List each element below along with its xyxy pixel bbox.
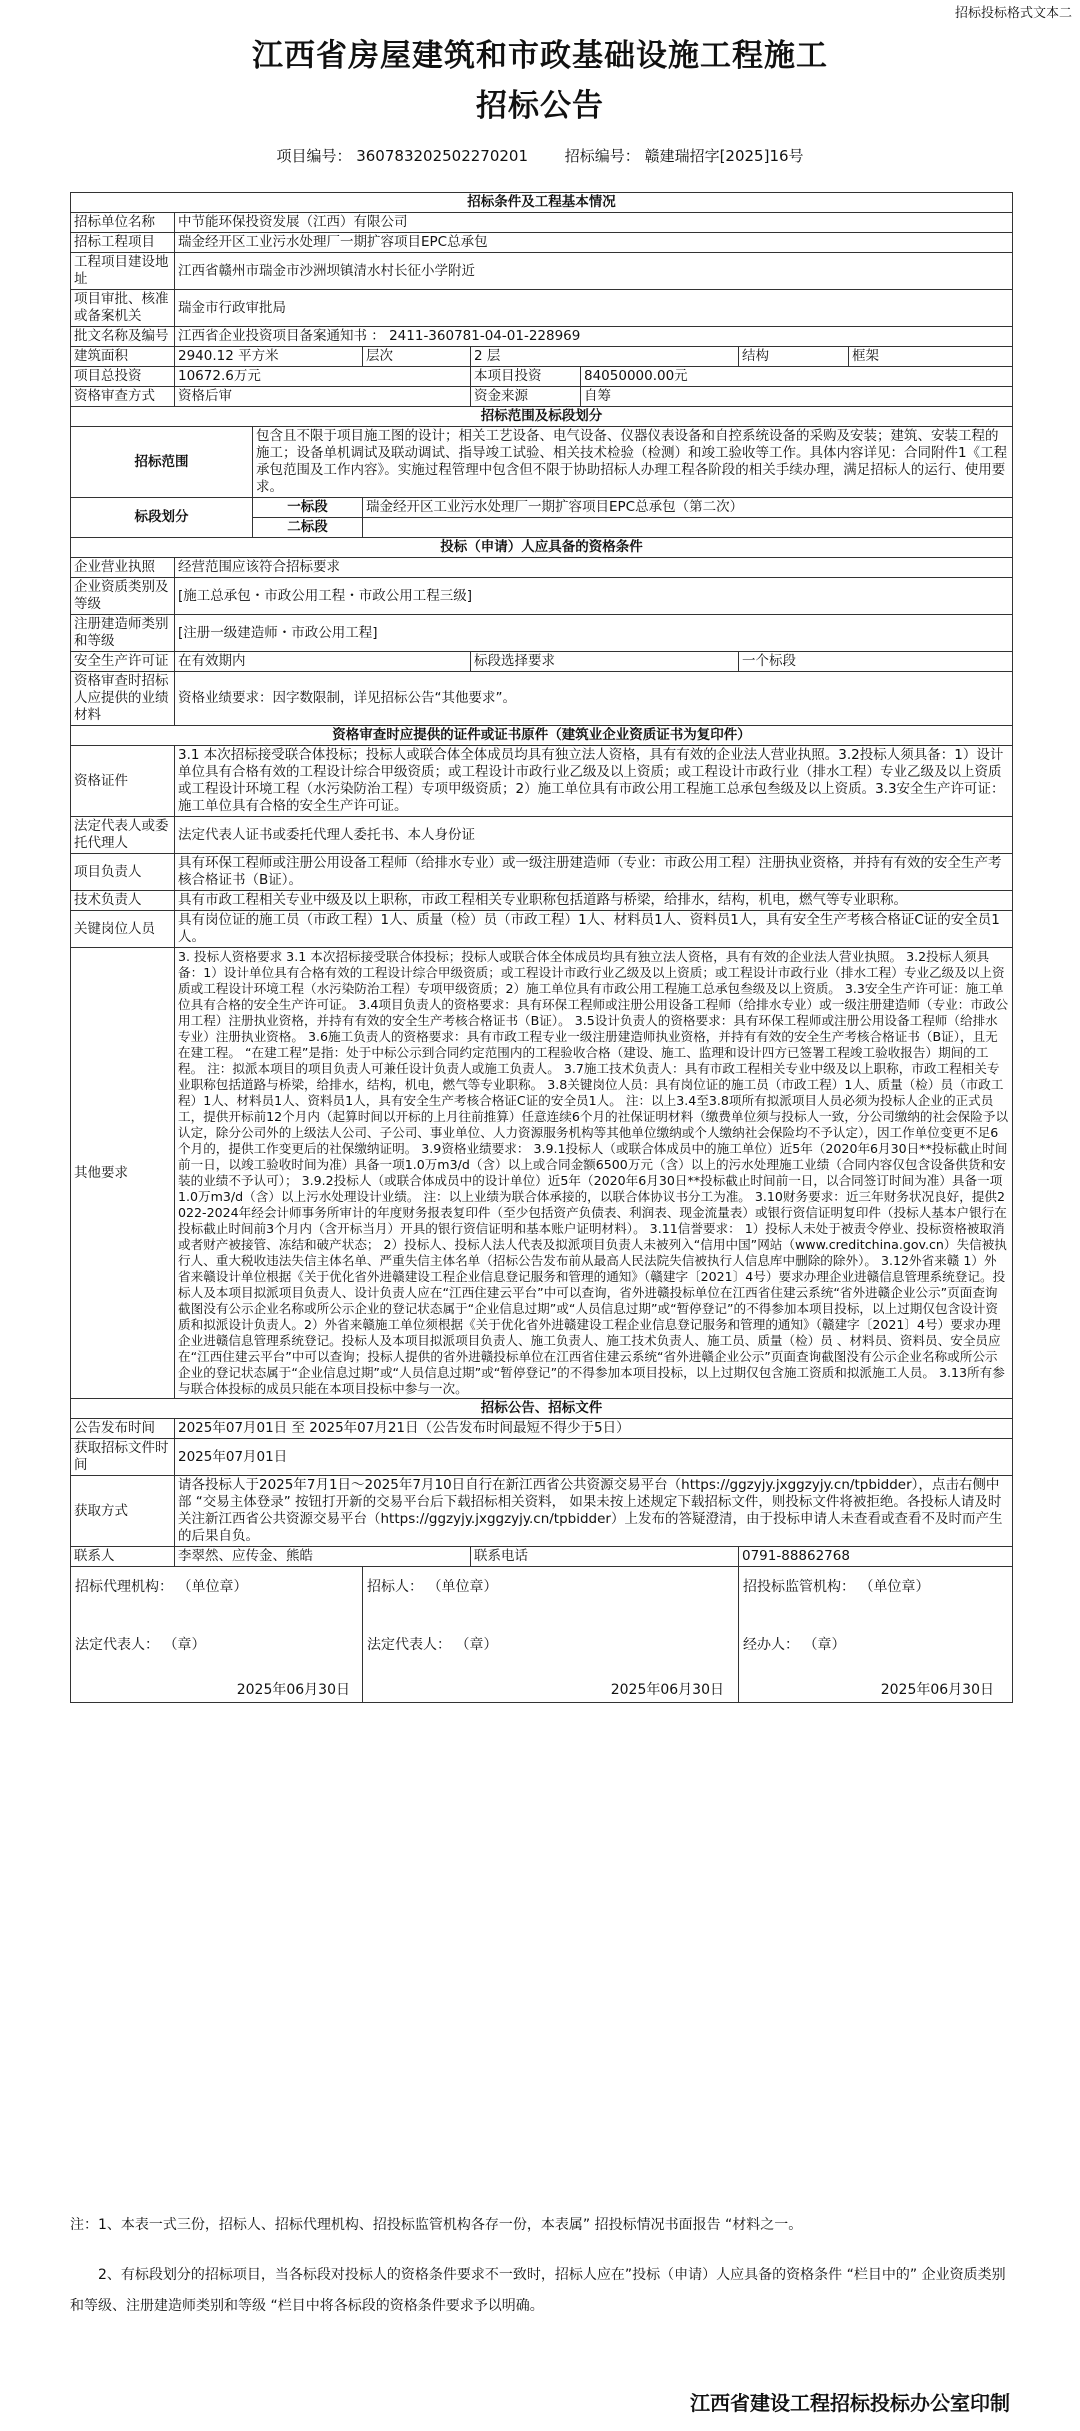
- row-value: 请各投标人于2025年7月1日～2025年7月10日自行在新江西省公共资源交易平台（https://ggzyjy.jxggzyjy.cn/tpbidder），点击右侧中部 “交易主体登录” 按钮打开新的交易平台后下载招标相关资料， 如果未按上述规定下载招标文件，则投标文件将被拒绝。各投标人请及时关注新江西省公共资源交易平台（https://ggzyjy.jxggzyjy.cn/tpbidder）上发布的答疑澄清，由于投标申请人未查看或查看不及时而产生的后果自负。: [175, 1476, 1013, 1547]
- supervisor-sign-box: [739, 1567, 1013, 1703]
- row-value: 一个标段: [739, 652, 1013, 672]
- row-label: 工程项目建设地址: [71, 253, 175, 290]
- row-label: 安全生产许可证: [71, 652, 175, 672]
- row-label: 资格审查时招标人应提供的业绩材料: [71, 672, 175, 726]
- lot1-label: 一标段: [253, 498, 363, 518]
- row-value: 3.1 本次招标接受联合体投标；投标人或联合体全体成员均具有独立法人资格，具有有效的企业法人营业执照。3.2投标人须具备：1）设计单位具有合格有效的工程设计综合甲级资质；或工程设计市政行业乙级及以上资质；或工程设计市政行业（排水工程）专业乙级及以上资质或工程设计环境工程（水污染防治工程）专项甲级资质；2）施工单位具有市政公用工程施工总承包叁级及以上资质。3.3安全生产许可证：施工单位具有合格的安全生产许可证。: [175, 746, 1013, 817]
- row-label: 关键岗位人员: [71, 911, 175, 948]
- row-value: 框架: [849, 347, 1013, 367]
- row-value: 具有市政工程相关专业中级及以上职称，市政工程相关专业职称包括道路与桥梁，给排水，结构，机电，燃气等专业职称。: [175, 891, 1013, 911]
- lot2-label: 二标段: [253, 518, 363, 538]
- row-label: 标段选择要求: [471, 652, 739, 672]
- row-label: 企业资质类别及等级: [71, 578, 175, 615]
- row-value: 中节能环保投资发展（江西）有限公司: [175, 213, 1013, 233]
- row-value: 0791-88862768: [739, 1547, 1013, 1567]
- row-label: 技术负责人: [71, 891, 175, 911]
- row-label: 结构: [739, 347, 849, 367]
- page-title: 江西省房屋建筑和市政基础设施工程施工: [252, 38, 828, 74]
- form-template-label: 招标投标格式文本二: [954, 6, 1072, 21]
- row-value: 10672.6万元: [175, 367, 471, 387]
- section-heading-scope: 招标范围及标段划分: [71, 407, 1013, 427]
- other-requirements: 3. 投标人资格要求 3.1 本次招标接受联合体投标；投标人或联合体全体成员均具有独立法人资格，具有有效的企业法人营业执照。 3.2投标人须具备：1）设计单位具有合格有效的工程设计综合甲级资质；或工程设计市政行业乙级及以上资质；或工程设计市政行业（排水工程）专业乙级及以上资质或工程设计环境工程（水污染防治工程）专项甲级资质；2）施工单位具有市政公用工程施工总承包叁级及以上资质。 3.3安全生产许可证：施工单位具有合格的安全生产许可证。 3.4项目负责人的资格要求：具有环保工程师或注册公用设备工程师（给排水专业）或一级注册建造师（专业：市政公用工程）注册执业资格，并持有有效的安全生产考核合格证书（B证）。 3.5设计负责人的资格要求：具有环保工程师或注册公用设备工程师（给排水专业）注册执业资格。 3.6施工负责人的资格要求：具有市政工程专业一级注册建造师执业资格，并持有有效的安全生产考核合格证书（B证），且无在建工程。 “在建工程”是指：处于中标公示到合同约定范围内的工程验收合格（建设、施工、监理和设计四方已签署工程竣工验收报告）期间的工程。 注：拟派本项目的项目负责人可兼任设计负责人或施工负责人。 3.7施工技术负责人：具有市政工程相关专业中级及以上职称，市政工程相关专业职称包括道路与桥梁，给排水，结构，机电，燃气等专业职称。 3.8关键岗位人员：具有岗位证的施工员（市政工程）1人、质量（检）员（市政工程）1人、材料员1人、资料员1人，具有安全生产考核合格证C证的安全员1人。 注：以上3.4至3.8项所有拟派项目人员必须为投标人企业的正式员工，提供开标前12个月内（起算时间以开标的上月往前推算）任意连续6个月的社保证明材料（缴费单位须与投标人一致，分公司缴纳的社会保险予以认定，除分公司外的上级法人公司、子公司、事业单位、人力资源服务机构等其他单位缴纳或个人缴纳社会保险均不予认定），因工作单位变更不足6个月的，提供工作变更后的社保缴纳证明。 3.9资格业绩要求： 3.9.1投标人（或联合体成员中的施工单位）近5年（2020年6月30日**投标截止时间前一日，以竣工验收时间为准）具备一项1.0万m3/d（含）以上或合同金额6500万元（含）以上的污水处理施工业绩（合同内容仅包含设备供货和安装的业绩不予认可）； 3.9.2投标人（或联合体成员中的设计单位）近5年（2020年6月30日**投标截止时间前一日，以合同签订时间为准）具备一项1.0万m3/d（含）以上污水处理设计业绩。 注：以上业绩为联合体承接的，以联合体协议书分工为准。 3.10财务要求：近三年财务状况良好，提供2022-2024年经会计师事务所审计的年度财务报表复印件（至少包括资产负债表、利润表、现金流量表）或银行资信证明复印件（投标人基本户银行在投标截止时间前3个月内（含开标当月）开具的银行资信证明和基本账户证明材料）。 3.11信誉要求： 1）投标人未处于被责令停业、投标资格被取消或者财产被接管、冻结和破产状态； 2）投标人、投标人法人代表及拟派项目负责人未被列入“信用中国”网站（www.creditchina.gov.cn）失信被执行人、重大税收违法失信主体名单、严重失信主体名单（招标公告发布前从最高人民法院失信被执行人信息库中删除的除外）。 3.12外省来赣 1）外省来赣设计单位根据《关于优化省外进赣建设工程企业信息登记服务和管理的通知》（赣建字〔2021〕4号）要求办理企业进赣信息管理系统登记。投标人及本项目拟派项目负责人、设计负责人应在“江西住建云平台”中可以查询，省外进赣投标单位在江西省住建云系统“省外进赣企业公示”页面查询截图没有公示企业名称或所公示企业的登记状态属于“企业信息过期”或“人员信息过期”或“暂停登记”的不得参加本项目投标，以上过期仅包含设计资质和拟派设计负责人。2）外省来赣施工单位须根据《关于优化省外进赣建设工程企业信息登记服务和管理的通知》（赣建字〔2021〕4号）要求办理企业进赣信息管理系统登记。投标人及本项目拟派项目负责人、施工负责人、施工技术负责人、施工员、质量（检）员 、材料员、资料员、安全员应在“江西住建云平台”中可以查询；投标人提供的省外进赣投标单位在江西省住建云系统“省外进赣企业公示”页面查询截图没有公示企业名称或所公示企业的登记状态属于“企业信息过期”或“人员信息过期”或“暂停登记”的不得参加本项目投标，以上过期仅包含施工资质和拟派施工人员。 3.13所有参与联合体投标的成员只能在本项目投标中参与一次。: [175, 948, 1013, 1399]
- page-subtitle: 招标公告: [476, 88, 604, 124]
- row-value: 自筹: [581, 387, 1013, 407]
- row-label: 项目负责人: [71, 854, 175, 891]
- row-value: [注册一级建造师・市政公用工程]: [175, 615, 1013, 652]
- row-label: 层次: [363, 347, 471, 367]
- row-value: 2025年07月01日: [175, 1439, 1013, 1476]
- row-value: 2025年07月01日 至 2025年07月21日（公告发布时间最短不得少于5日）: [175, 1419, 1013, 1439]
- row-value: 资格后审: [175, 387, 471, 407]
- section-heading-certificates: 资格审查时应提供的证件或证书原件（建筑业企业资质证书为复印件）: [71, 726, 1013, 746]
- supervisor-date: 2025年06月30日: [880, 1682, 994, 1698]
- row-label: 其他要求: [71, 948, 175, 1399]
- supervisor-handler: 经办人： （章）: [743, 1637, 846, 1653]
- supervisor-seal: 招投标监管机构： （单位章）: [743, 1579, 930, 1595]
- row-label: 获取招标文件时间: [71, 1439, 175, 1476]
- printer-footer: 江西省建设工程招标投标办公室印制: [690, 2391, 1010, 2415]
- row-label: 联系电话: [471, 1547, 739, 1567]
- row-value: 经营范围应该符合招标要求: [175, 558, 1013, 578]
- row-label: 招标单位名称: [71, 213, 175, 233]
- row-label: 招标工程项目: [71, 233, 175, 253]
- row-label: 批文名称及编号: [71, 327, 175, 347]
- row-value: 具有环保工程师或注册公用设备工程师（给排水专业）或一级注册建造师（专业：市政公用工程）注册执业资格，并持有有效的安全生产考核合格证书（B证）。: [175, 854, 1013, 891]
- tenderer-representative: 法定代表人： （章）: [367, 1637, 498, 1653]
- row-label: 建筑面积: [71, 347, 175, 367]
- row-label: 法定代表人或委托代理人: [71, 817, 175, 854]
- lot2-value: [363, 518, 1013, 538]
- row-label: 资格审查方式: [71, 387, 175, 407]
- agency-seal: 招标代理机构： （单位章）: [75, 1579, 248, 1595]
- scope-value: 包含且不限于项目施工图的设计；相关工艺设备、电气设备、仪器仪表设备和自控系统设备的采购及安装；建筑、安装工程的施工；设备单机调试及联动调试、指导竣工试验、相关技术检验（检测）和竣工验收等工作。具体内容详见：合同附件1《工程承包范围及工作内容》。实施过程管理中包含但不限于协助招标人办理工程各阶段的相关手续办理，满足招标人的运行、使用要求。: [253, 427, 1013, 498]
- tenderer-sign-box: [363, 1567, 739, 1703]
- project-number: 项目编号： 360783202502270201: [276, 147, 529, 165]
- tenderer-date: 2025年06月30日: [610, 1682, 724, 1698]
- row-value: 瑞金市行政审批局: [175, 290, 1013, 327]
- row-value: 2940.12 平方米: [175, 347, 363, 367]
- bid-number: 招标编号： 赣建瑞招字[2025]16号: [564, 147, 804, 165]
- row-label: 资格证件: [71, 746, 175, 817]
- id-numbers: [0, 145, 1080, 166]
- lot-label: 标段划分: [71, 498, 253, 538]
- row-label: 联系人: [71, 1547, 175, 1567]
- row-label: 企业营业执照: [71, 558, 175, 578]
- announcement-table: [70, 192, 1013, 1703]
- row-label: 资金来源: [471, 387, 581, 407]
- row-value: 瑞金经开区工业污水处理厂一期扩容项目EPC总承包: [175, 233, 1013, 253]
- agency-representative: 法定代表人： （章）: [75, 1637, 206, 1653]
- lot1-value: 瑞金经开区工业污水处理厂一期扩容项目EPC总承包（第二次）: [363, 498, 1013, 518]
- row-value: 江西省企业投资项目备案通知书 ： 2411-360781-04-01-228969: [175, 327, 1013, 347]
- row-value: 在有效期内: [175, 652, 471, 672]
- row-value: 法定代表人证书或委托代理人委托书、本人身份证: [175, 817, 1013, 854]
- row-value: 资格业绩要求：因字数限制，详见招标公告“其他要求”。: [175, 672, 1013, 726]
- row-label: 本项目投资: [471, 367, 581, 387]
- section-heading-basic: 招标条件及工程基本情况: [71, 193, 1013, 213]
- row-value: [施工总承包・市政公用工程・市政公用工程三级]: [175, 578, 1013, 615]
- row-value: 84050000.00元: [581, 367, 1013, 387]
- row-label: 项目总投资: [71, 367, 175, 387]
- row-value: 江西省赣州市瑞金市沙洲坝镇清水村长征小学附近: [175, 253, 1013, 290]
- note-1: 注：1、本表一式三份，招标人、招标代理机构、招投标监管机构各存一份，本表属” 招投标情况书面报告 “材料之一。: [70, 2217, 803, 2233]
- scope-label: 招标范围: [71, 427, 253, 498]
- row-label: 项目审批、核准或备案机关: [71, 290, 175, 327]
- note-2: 2、有标段划分的招标项目，当各标段对投标人的资格条件要求不一致时，招标人应在”投标（申请）人应具备的资格条件 “栏目中的” 企业资质类别和等级、注册建造师类别和等级 “栏目中将各标段的资格条件要求予以明确。: [70, 2267, 1006, 2314]
- row-value: 2 层: [471, 347, 739, 367]
- row-label: 获取方式: [71, 1476, 175, 1547]
- agency-date: 2025年06月30日: [236, 1682, 350, 1698]
- agency-sign-box: [71, 1567, 363, 1703]
- row-value: 具有岗位证的施工员（市政工程）1人、质量（检）员（市政工程）1人、材料员1人、资料员1人，具有安全生产考核合格证C证的安全员1人。: [175, 911, 1013, 948]
- section-heading-notice: 招标公告、招标文件: [71, 1399, 1013, 1419]
- row-label: 注册建造师类别和等级: [71, 615, 175, 652]
- tenderer-seal: 招标人： （单位章）: [367, 1579, 498, 1595]
- row-label: 公告发布时间: [71, 1419, 175, 1439]
- section-heading-qualification: 投标（申请）人应具备的资格条件: [71, 538, 1013, 558]
- row-value: 李翠然、应传金、熊皓: [175, 1547, 471, 1567]
